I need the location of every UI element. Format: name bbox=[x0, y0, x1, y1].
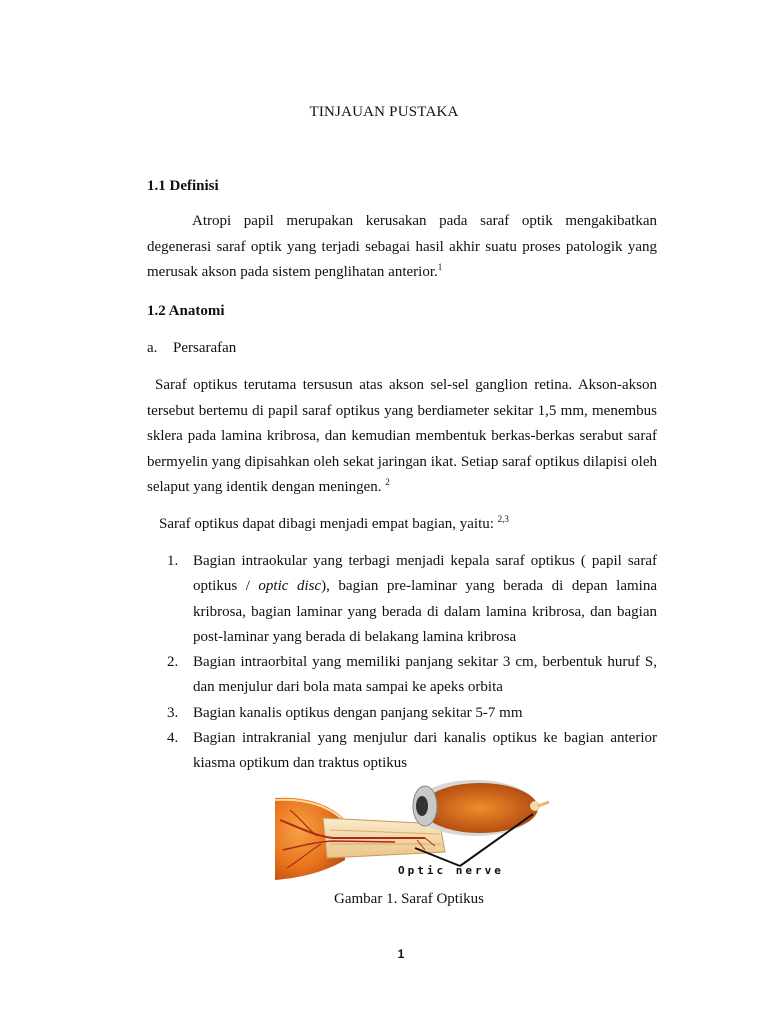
list-text: Bagian intraorbital yang memiliki panjang sekitar 3 cm, berbentuk huruf S, dan menjulur dari bola mata sampai ke apeks orbita bbox=[193, 654, 657, 696]
list-number: 1. bbox=[167, 553, 179, 569]
list-number: 3. bbox=[167, 704, 179, 721]
definition-text: Atropi papil merupakan kerusakan pada saraf optik mengakibatkan degenerasi saraf optik yang terjadi sebagai hasil akhir suatu proses patologik yang merusak akson pada sistem penglihatan anterior. bbox=[147, 213, 657, 280]
definition-paragraph bbox=[147, 209, 657, 286]
optic-nerve-figure bbox=[275, 780, 551, 880]
section-heading-anatomi: 1.2 Anatomi bbox=[147, 303, 225, 319]
figure-image-label: Optic nerve bbox=[398, 864, 504, 877]
reference-superscript: 1 bbox=[437, 262, 443, 272]
list-text: ), bagian pre-laminar yang berada di depan lamina kribrosa, bagian laminar yang berada di dalam lamina kribrosa, dan bagian post-laminar yang berada di belakang lamina kribrosa bbox=[193, 578, 658, 645]
list-text: Bagian intraokular yang terbagi menjadi kepala saraf optikus ( papil saraf optikus / bbox=[193, 553, 657, 595]
subsection-marker: a. bbox=[147, 340, 158, 356]
page-number: 1 bbox=[397, 947, 405, 961]
page-title: TINJAUAN PUSTAKA bbox=[309, 104, 459, 120]
anatomy-text: Saraf optikus terutama tersusun atas akson sel-sel ganglion retina. Akson-akson tersebut bertemu di papil saraf optikus yang berdiameter sekitar 1,5 mm, menembus sklera pada lamina kribrosa, dan kemudian membentuk berkas-berkas serabut saraf bermyelin yang dipisahkan oleh sekat jaringan ikat. Setiap saraf optikus dilapisi oleh selaput yang identik dengan meningen. bbox=[147, 377, 657, 495]
list-item bbox=[147, 726, 657, 777]
subsection-persarafan bbox=[147, 340, 236, 357]
list-text: Bagian kanalis optikus dengan panjang sekitar 5-7 mm bbox=[193, 704, 523, 721]
list-item bbox=[147, 549, 657, 650]
figure-caption: Gambar 1. Saraf Optikus bbox=[334, 891, 484, 907]
anatomy-paragraph bbox=[147, 373, 657, 501]
list-italic-term: optic disc bbox=[258, 578, 322, 595]
nerve-parts-list bbox=[147, 549, 657, 777]
list-item bbox=[147, 701, 657, 726]
division-intro-paragraph bbox=[147, 512, 657, 538]
section-heading-definisi: 1.1 Definisi bbox=[147, 178, 219, 194]
list-item bbox=[147, 650, 657, 701]
list-number: 2. bbox=[167, 654, 179, 671]
division-intro-text: Saraf optikus dapat dibagi menjadi empat bagian, yaitu: bbox=[159, 516, 494, 532]
list-number: 4. bbox=[167, 730, 179, 747]
reference-superscript: 2,3 bbox=[497, 514, 509, 524]
list-text: Bagian intrakranial yang menjulur dari kanalis optikus ke bagian anterior kiasma optikum dan traktus optikus bbox=[193, 730, 657, 772]
subsection-label: Persarafan bbox=[173, 340, 237, 356]
reference-superscript: 2 bbox=[385, 477, 390, 487]
